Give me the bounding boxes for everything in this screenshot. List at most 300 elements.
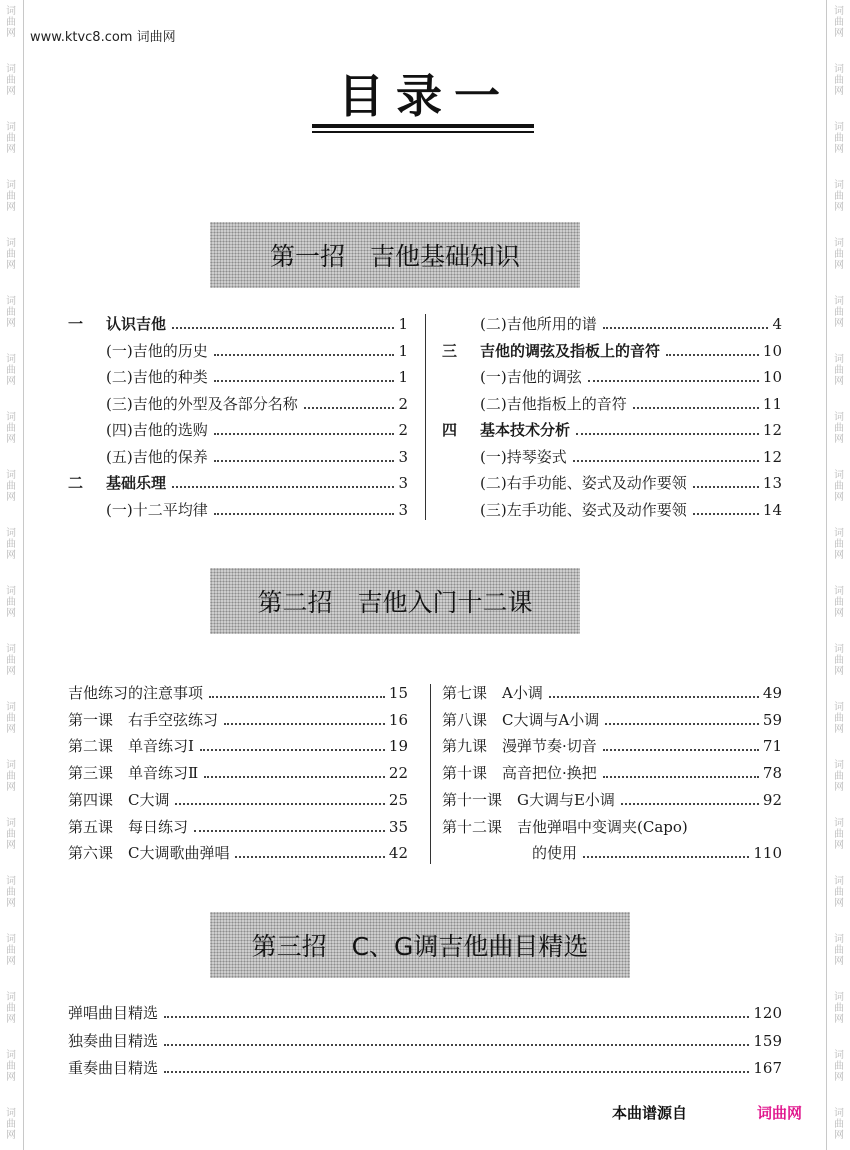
left-watermark-group bbox=[2, 6, 20, 39]
left-watermark-group bbox=[2, 644, 20, 677]
toc-entry bbox=[442, 818, 782, 836]
toc-entry-page: 15 bbox=[388, 684, 408, 702]
toc-entry bbox=[68, 1059, 782, 1077]
watermark-char: 词 bbox=[834, 238, 844, 249]
toc-entry-page: 10 bbox=[762, 341, 782, 360]
watermark-char: 网 bbox=[6, 956, 16, 967]
toc-leader-dots bbox=[214, 433, 394, 435]
watermark-char: 词 bbox=[6, 528, 16, 539]
toc-entry-label: 第十课 高音把位·换把 bbox=[442, 764, 597, 783]
watermark-char: 词 bbox=[6, 296, 16, 307]
toc-entry-label: 基本技术分析 bbox=[480, 421, 571, 439]
toc-entry-page: 1 bbox=[398, 368, 408, 386]
left-watermark-group bbox=[2, 528, 20, 561]
toc-entry bbox=[68, 711, 408, 729]
watermark-char: 词 bbox=[834, 122, 844, 133]
toc-entry-label: 第八课 C大调与A小调 bbox=[442, 710, 600, 729]
toc-entry bbox=[480, 395, 782, 413]
watermark-char: 曲 bbox=[834, 597, 844, 608]
toc-leader-dots bbox=[693, 513, 759, 515]
watermark-char: 网 bbox=[6, 434, 16, 445]
toc-entry bbox=[106, 448, 408, 466]
toc-leader-dots bbox=[588, 380, 759, 382]
watermark-char: 网 bbox=[834, 376, 844, 387]
watermark-char: 网 bbox=[834, 28, 844, 39]
toc-entry-label: 第十一课 G大调与E小调 bbox=[442, 790, 615, 809]
right-margin-line bbox=[826, 0, 827, 1150]
right-watermark-group bbox=[830, 470, 848, 503]
toc-leader-dots bbox=[605, 723, 759, 725]
watermark-char: 词 bbox=[834, 180, 844, 191]
watermark-char: 词 bbox=[6, 412, 16, 423]
watermark-char: 曲 bbox=[834, 307, 844, 318]
toc-leader-dots bbox=[164, 1044, 749, 1046]
watermark-char: 网 bbox=[834, 666, 844, 677]
watermark-char: 曲 bbox=[6, 307, 16, 318]
toc-entry bbox=[480, 315, 782, 333]
toc-leader-dots bbox=[603, 327, 768, 329]
watermark-char: 网 bbox=[6, 260, 16, 271]
toc-leader-dots bbox=[583, 856, 749, 858]
footer-source-label: 本曲谱源自 bbox=[612, 1104, 688, 1122]
watermark-char: 曲 bbox=[834, 423, 844, 434]
watermark-char: 曲 bbox=[6, 249, 16, 260]
right-watermark-group bbox=[830, 64, 848, 97]
toc-leader-dots bbox=[214, 354, 394, 356]
watermark-char: 词 bbox=[834, 354, 844, 365]
watermark-char: 网 bbox=[834, 318, 844, 329]
right-watermark-group bbox=[830, 934, 848, 967]
toc-entry bbox=[480, 474, 782, 492]
toc-entry bbox=[442, 711, 782, 729]
toc-entry-page: 3 bbox=[398, 447, 408, 466]
watermark-char: 曲 bbox=[6, 829, 16, 840]
watermark-char: 曲 bbox=[834, 75, 844, 86]
watermark-char: 曲 bbox=[6, 713, 16, 724]
watermark-char: 词 bbox=[834, 1050, 844, 1061]
toc-entry-label: 第五课 每日练习 bbox=[68, 817, 189, 836]
left-watermark-group bbox=[2, 992, 20, 1025]
toc-entry-page: 3 bbox=[398, 474, 408, 492]
toc-entry-label: 弹唱曲目精选 bbox=[68, 1004, 159, 1022]
toc-entry-label: (一)吉他的调弦 bbox=[480, 368, 582, 386]
toc-entry-label: 认识吉他 bbox=[106, 315, 167, 333]
toc-entry bbox=[68, 684, 408, 702]
watermark-char: 词 bbox=[6, 586, 16, 597]
toc-leader-dots bbox=[693, 486, 759, 488]
toc-entry-page: 167 bbox=[753, 1059, 782, 1077]
watermark-char: 词 bbox=[834, 6, 844, 17]
watermark-char: 网 bbox=[6, 28, 16, 39]
toc-entry-number: 三 bbox=[442, 341, 458, 360]
watermark-char: 曲 bbox=[834, 17, 844, 28]
toc-entry-label: 第三课 单音练习Ⅱ bbox=[68, 764, 199, 783]
section-title-3: 第三招 C、G调吉他曲目精选 bbox=[251, 932, 589, 961]
left-watermark-group bbox=[2, 760, 20, 793]
right-watermark-group bbox=[830, 586, 848, 619]
watermark-char: 词 bbox=[834, 586, 844, 597]
toc-entry-label: 第二课 单音练习Ⅰ bbox=[68, 737, 194, 756]
right-watermark-group bbox=[830, 760, 848, 793]
watermark-char: 网 bbox=[834, 898, 844, 909]
watermark-char: 曲 bbox=[6, 1061, 16, 1072]
watermark-char: 曲 bbox=[6, 887, 16, 898]
watermark-char: 网 bbox=[6, 1072, 16, 1083]
toc-entry-page: 4 bbox=[772, 315, 782, 333]
watermark-char: 词 bbox=[6, 876, 16, 887]
toc-entry-label: 吉他练习的注意事项 bbox=[68, 684, 204, 702]
watermark-char: 词 bbox=[834, 296, 844, 307]
left-watermark-group bbox=[2, 586, 20, 619]
toc-leader-dots bbox=[603, 776, 759, 778]
toc-entry bbox=[106, 395, 408, 413]
toc-leader-dots bbox=[549, 696, 759, 698]
toc-entry-label: 第九课 漫弹节奏·切音 bbox=[442, 737, 597, 756]
watermark-char: 网 bbox=[6, 202, 16, 213]
watermark-char: 曲 bbox=[6, 481, 16, 492]
toc-entry-page: 12 bbox=[762, 421, 782, 439]
toc-leader-dots bbox=[209, 696, 385, 698]
toc-entry-label: 基础乐理 bbox=[106, 474, 167, 492]
toc-entry-page: 19 bbox=[388, 737, 408, 756]
watermark-char: 词 bbox=[834, 528, 844, 539]
watermark-char: 词 bbox=[6, 934, 16, 945]
toc-entry-page: 10 bbox=[762, 368, 782, 386]
toc-entry-page: 78 bbox=[762, 764, 782, 783]
watermark-char: 词 bbox=[834, 64, 844, 75]
watermark-char: 词 bbox=[834, 702, 844, 713]
toc-leader-dots bbox=[214, 380, 394, 382]
toc-leader-dots bbox=[204, 776, 385, 778]
right-watermark-group bbox=[830, 876, 848, 909]
toc-entry-label: 第七课 A小调 bbox=[442, 684, 543, 702]
watermark-char: 曲 bbox=[6, 191, 16, 202]
section-title-2: 第二招 吉他入门十二课 bbox=[257, 588, 533, 617]
toc-entry-label: 第六课 C大调歌曲弹唱 bbox=[68, 844, 230, 863]
toc-entry-label: (一)十二平均律 bbox=[106, 500, 208, 519]
watermark-char: 网 bbox=[834, 840, 844, 851]
toc-entry-page: 1 bbox=[398, 341, 408, 360]
watermark-char: 词 bbox=[834, 760, 844, 771]
toc-leader-dots bbox=[621, 803, 759, 805]
watermark-char: 网 bbox=[834, 724, 844, 735]
watermark-char: 曲 bbox=[834, 133, 844, 144]
right-watermark-group bbox=[830, 6, 848, 39]
watermark-char: 词 bbox=[834, 470, 844, 481]
toc-entry-label: 第十二课 吉他弹唱中变调夹(Capo) bbox=[442, 817, 688, 836]
toc-entry bbox=[442, 684, 782, 702]
title-underline-thin bbox=[312, 131, 534, 133]
watermark-char: 曲 bbox=[834, 713, 844, 724]
toc-entry-label: (五)吉他的保养 bbox=[106, 447, 208, 466]
toc-entry bbox=[480, 448, 782, 466]
right-watermark-group bbox=[830, 296, 848, 329]
toc-leader-dots bbox=[573, 460, 759, 462]
toc-entry-page: 11 bbox=[762, 394, 782, 413]
right-watermark-group bbox=[830, 238, 848, 271]
toc-entry-page: 16 bbox=[388, 710, 408, 729]
watermark-char: 词 bbox=[6, 760, 16, 771]
watermark-char: 词 bbox=[834, 644, 844, 655]
watermark-char: 网 bbox=[834, 434, 844, 445]
toc-leader-dots bbox=[235, 856, 384, 858]
watermark-char: 曲 bbox=[834, 771, 844, 782]
watermark-char: 曲 bbox=[6, 1003, 16, 1014]
watermark-char: 词 bbox=[6, 6, 16, 17]
left-margin-line bbox=[23, 0, 24, 1150]
watermark-char: 网 bbox=[834, 260, 844, 271]
footer-site-label: 词曲网 bbox=[757, 1104, 803, 1122]
toc-entry-label: 第四课 C大调 bbox=[68, 790, 170, 809]
watermark-char: 曲 bbox=[834, 249, 844, 260]
toc-leader-dots bbox=[172, 327, 394, 329]
toc-entry-label: (三)左手功能、姿式及动作要领 bbox=[480, 500, 687, 519]
right-watermark-group bbox=[830, 992, 848, 1025]
watermark-char: 网 bbox=[6, 724, 16, 735]
left-watermark-group bbox=[2, 818, 20, 851]
toc-entry-label: 吉他的调弦及指板上的音符 bbox=[480, 341, 661, 360]
watermark-char: 曲 bbox=[6, 423, 16, 434]
watermark-char: 曲 bbox=[6, 1119, 16, 1130]
watermark-char: 网 bbox=[834, 492, 844, 503]
watermark-char: 网 bbox=[6, 840, 16, 851]
toc-entry-page: 2 bbox=[398, 421, 408, 439]
right-margin-watermark bbox=[828, 0, 850, 1150]
watermark-char: 网 bbox=[6, 144, 16, 155]
page-title: 目录一 bbox=[338, 69, 512, 123]
toc-entry-label: 第一课 右手空弦练习 bbox=[68, 710, 219, 729]
left-watermark-group bbox=[2, 354, 20, 387]
watermark-char: 词 bbox=[6, 470, 16, 481]
right-watermark-group bbox=[830, 644, 848, 677]
toc-leader-dots bbox=[224, 723, 385, 725]
watermark-char: 曲 bbox=[6, 365, 16, 376]
right-watermark-group bbox=[830, 1050, 848, 1083]
left-watermark-group bbox=[2, 876, 20, 909]
watermark-char: 曲 bbox=[6, 75, 16, 86]
left-watermark-group bbox=[2, 64, 20, 97]
watermark-char: 词 bbox=[834, 934, 844, 945]
toc-leader-dots bbox=[666, 354, 759, 356]
toc-entry bbox=[68, 315, 408, 333]
watermark-char: 网 bbox=[6, 550, 16, 561]
watermark-char: 词 bbox=[834, 818, 844, 829]
toc-entry bbox=[442, 764, 782, 782]
watermark-char: 网 bbox=[6, 1130, 16, 1141]
watermark-char: 网 bbox=[834, 550, 844, 561]
watermark-char: 词 bbox=[6, 354, 16, 365]
left-watermark-group bbox=[2, 470, 20, 503]
toc-leader-dots bbox=[214, 513, 394, 515]
section-banner-1 bbox=[210, 222, 580, 288]
watermark-char: 网 bbox=[834, 1014, 844, 1025]
right-watermark-group bbox=[830, 528, 848, 561]
toc-leader-dots bbox=[304, 407, 394, 409]
left-watermark-group bbox=[2, 1108, 20, 1141]
right-watermark-group bbox=[830, 122, 848, 155]
watermark-char: 网 bbox=[6, 376, 16, 387]
toc-entry-number: 二 bbox=[68, 474, 84, 492]
left-margin-watermark bbox=[0, 0, 22, 1150]
toc-leader-dots bbox=[194, 830, 385, 832]
watermark-char: 曲 bbox=[834, 191, 844, 202]
toc-entry bbox=[68, 1004, 782, 1022]
toc-entry-label: (二)右手功能、姿式及动作要领 bbox=[480, 474, 687, 492]
toc-entry-page: 42 bbox=[388, 844, 408, 863]
toc-entry bbox=[68, 791, 408, 809]
watermark-char: 曲 bbox=[6, 17, 16, 28]
toc-entry bbox=[68, 474, 408, 492]
watermark-char: 词 bbox=[6, 992, 16, 1003]
watermark-char: 词 bbox=[6, 122, 16, 133]
toc-entry-page: 35 bbox=[388, 817, 408, 836]
watermark-char: 词 bbox=[6, 64, 16, 75]
right-watermark-group bbox=[830, 1108, 848, 1141]
toc-entry-label: (二)吉他指板上的音符 bbox=[480, 394, 627, 413]
watermark-char: 网 bbox=[6, 492, 16, 503]
toc-entry bbox=[68, 764, 408, 782]
watermark-char: 词 bbox=[6, 180, 16, 191]
toc-entry bbox=[442, 342, 782, 360]
toc-entry-label: (一)持琴姿式 bbox=[480, 447, 567, 466]
watermark-char: 网 bbox=[834, 782, 844, 793]
toc-leader-dots bbox=[633, 407, 759, 409]
toc-leader-dots bbox=[175, 803, 384, 805]
toc-entry-label: (二)吉他的种类 bbox=[106, 368, 208, 386]
toc-entry-page: 25 bbox=[388, 790, 408, 809]
watermark-char: 词 bbox=[834, 876, 844, 887]
toc-entry bbox=[442, 737, 782, 755]
left-watermark-group bbox=[2, 180, 20, 213]
watermark-char: 网 bbox=[834, 608, 844, 619]
toc-entry bbox=[68, 1032, 782, 1050]
section-banner-3 bbox=[210, 912, 630, 978]
toc-entry-page: 2 bbox=[398, 394, 408, 413]
watermark-char: 曲 bbox=[834, 365, 844, 376]
watermark-char: 曲 bbox=[834, 1003, 844, 1014]
toc-entry-page: 59 bbox=[762, 710, 782, 729]
toc-leader-dots bbox=[200, 749, 385, 751]
toc-entry bbox=[532, 844, 782, 862]
watermark-char: 曲 bbox=[834, 945, 844, 956]
left-watermark-group bbox=[2, 702, 20, 735]
toc-entry bbox=[68, 818, 408, 836]
watermark-char: 词 bbox=[6, 1108, 16, 1119]
watermark-char: 曲 bbox=[834, 1061, 844, 1072]
toc-entry-label: (四)吉他的选购 bbox=[106, 421, 208, 439]
watermark-char: 词 bbox=[6, 702, 16, 713]
watermark-char: 网 bbox=[6, 898, 16, 909]
watermark-char: 曲 bbox=[6, 539, 16, 550]
toc-entry bbox=[480, 501, 782, 519]
toc-leader-dots bbox=[576, 433, 759, 435]
toc-leader-dots bbox=[603, 749, 759, 751]
watermark-char: 网 bbox=[834, 86, 844, 97]
watermark-char: 词 bbox=[834, 412, 844, 423]
watermark-char: 词 bbox=[6, 238, 16, 249]
toc-entry-label: 的使用 bbox=[532, 844, 578, 863]
watermark-char: 曲 bbox=[834, 481, 844, 492]
toc-entry bbox=[442, 791, 782, 809]
toc-entry bbox=[106, 421, 408, 439]
watermark-char: 网 bbox=[834, 1130, 844, 1141]
watermark-char: 词 bbox=[834, 992, 844, 1003]
toc-entry-label: (一)吉他的历史 bbox=[106, 341, 208, 360]
left-watermark-group bbox=[2, 934, 20, 967]
toc-entry bbox=[106, 501, 408, 519]
watermark-char: 网 bbox=[6, 666, 16, 677]
left-watermark-group bbox=[2, 296, 20, 329]
watermark-char: 词 bbox=[834, 1108, 844, 1119]
toc-entry-page: 71 bbox=[762, 737, 782, 756]
watermark-char: 词 bbox=[6, 818, 16, 829]
toc-entry-page: 1 bbox=[398, 315, 408, 333]
left-watermark-group bbox=[2, 412, 20, 445]
toc-entry-number: 四 bbox=[442, 421, 458, 439]
watermark-char: 曲 bbox=[6, 945, 16, 956]
watermark-char: 网 bbox=[6, 318, 16, 329]
toc-entry-label: 重奏曲目精选 bbox=[68, 1059, 159, 1077]
toc-entry-page: 110 bbox=[753, 844, 782, 863]
toc-entry-label: 独奏曲目精选 bbox=[68, 1031, 159, 1050]
left-watermark-group bbox=[2, 1050, 20, 1083]
watermark-char: 网 bbox=[6, 1014, 16, 1025]
watermark-char: 网 bbox=[6, 782, 16, 793]
toc-entry-page: 159 bbox=[753, 1031, 782, 1050]
toc-entry-page: 92 bbox=[762, 790, 782, 809]
toc-leader-dots bbox=[164, 1071, 749, 1073]
watermark-char: 曲 bbox=[6, 771, 16, 782]
watermark-char: 网 bbox=[6, 86, 16, 97]
toc-entry-page: 3 bbox=[398, 500, 408, 519]
toc-leader-dots bbox=[172, 486, 394, 488]
title-underline-thick bbox=[312, 124, 534, 128]
toc-entry-page: 12 bbox=[762, 447, 782, 466]
toc-entry-page: 13 bbox=[762, 474, 782, 492]
column-divider-2 bbox=[430, 684, 431, 864]
toc-entry-page: 49 bbox=[762, 684, 782, 702]
toc-entry-number: 一 bbox=[68, 315, 84, 333]
right-watermark-group bbox=[830, 180, 848, 213]
site-header: www.ktvc8.com 词曲网 bbox=[30, 30, 176, 45]
watermark-char: 网 bbox=[834, 956, 844, 967]
toc-leader-dots bbox=[214, 460, 394, 462]
watermark-char: 曲 bbox=[834, 887, 844, 898]
watermark-char: 曲 bbox=[6, 597, 16, 608]
watermark-char: 曲 bbox=[834, 539, 844, 550]
toc-entry-page: 120 bbox=[753, 1004, 782, 1022]
watermark-char: 曲 bbox=[834, 655, 844, 666]
watermark-char: 词 bbox=[6, 644, 16, 655]
watermark-char: 网 bbox=[6, 608, 16, 619]
toc-entry bbox=[106, 368, 408, 386]
watermark-char: 曲 bbox=[6, 655, 16, 666]
toc-entry-page: 22 bbox=[388, 764, 408, 783]
left-watermark-group bbox=[2, 238, 20, 271]
toc-entry-page: 14 bbox=[762, 500, 782, 519]
right-watermark-group bbox=[830, 354, 848, 387]
toc-leader-dots bbox=[164, 1016, 749, 1018]
toc-entry-label: (三)吉他的外型及各部分名称 bbox=[106, 394, 298, 413]
watermark-char: 曲 bbox=[834, 1119, 844, 1130]
watermark-char: 词 bbox=[6, 1050, 16, 1061]
toc-entry bbox=[68, 844, 408, 862]
right-watermark-group bbox=[830, 702, 848, 735]
watermark-char: 网 bbox=[834, 144, 844, 155]
left-watermark-group bbox=[2, 122, 20, 155]
watermark-char: 曲 bbox=[834, 829, 844, 840]
section-banner-2 bbox=[210, 568, 580, 634]
